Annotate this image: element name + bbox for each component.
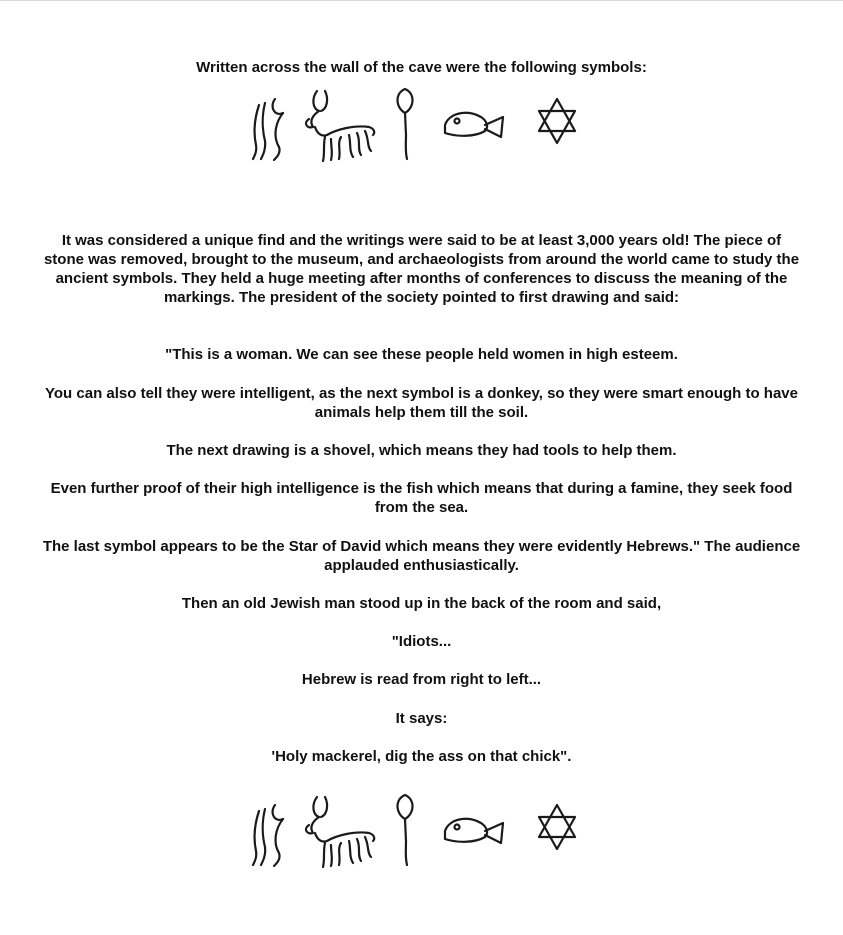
fish-icon <box>445 113 503 137</box>
hebrew-rtl-text: Hebrew is read from right to left... <box>301 671 542 688</box>
star-of-david-icon <box>539 805 575 849</box>
old-man-text: Then an old Jewish man stood up in the back of the room and said, <box>181 595 662 612</box>
star-of-david-icon <box>539 99 575 143</box>
quote-fish: Even further proof of their high intelligence is the fish which means that during a famine, they seek food from the sea. <box>50 480 793 516</box>
fish-icon <box>445 819 503 843</box>
intro-text: Written across the wall of the cave were the following symbols: <box>196 59 647 76</box>
donkey-icon <box>306 91 374 161</box>
idiots-text: "Idiots... <box>391 633 452 650</box>
woman-icon <box>253 99 283 160</box>
woman-icon <box>253 805 283 866</box>
quote-woman: "This is a woman. We can see these people held women in high esteem. <box>165 346 678 363</box>
symbol-row-bottom <box>245 791 590 871</box>
quote-star: The last symbol appears to be the Star of David which means they were evidently Hebrews." The audience applauded enthusiastically. <box>42 538 801 574</box>
shovel-icon <box>398 89 413 159</box>
quote-donkey: You can also tell they were intelligent, as the next symbol is a donkey, so they were smart enough to have animals help them till the soil. <box>45 385 798 421</box>
donkey-icon <box>306 797 374 867</box>
quote-shovel: The next drawing is a shovel, which means they had tools to help them. <box>166 442 677 459</box>
shovel-icon <box>398 795 413 865</box>
it-says-text: It says: <box>395 710 448 727</box>
punchline-text: 'Holy mackerel, dig the ass on that chick". <box>271 748 572 765</box>
symbol-row-top <box>245 85 590 165</box>
main-paragraph: It was considered a unique find and the writings were said to be at least 3,000 years old! The piece of stone was removed, brought to the museum, and archaeologists from around the world came to study the ancient symbols. They held a huge meeting after months of conferences to discuss the meaning of the markings. The president of the society pointed to first drawing and said: <box>43 232 800 306</box>
